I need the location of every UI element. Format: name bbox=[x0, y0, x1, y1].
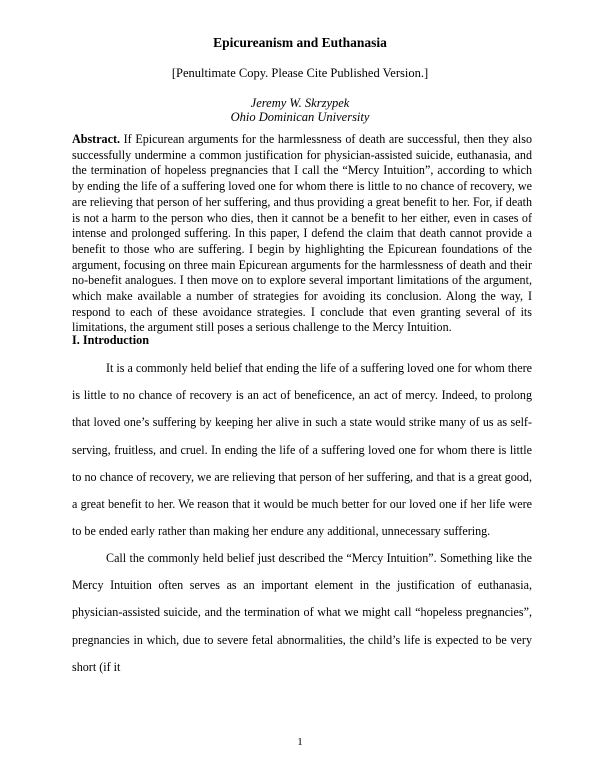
abstract bbox=[72, 132, 532, 336]
author-name: Jeremy W. Skrzypek bbox=[250, 96, 350, 110]
author-affiliation: Ohio Dominican University bbox=[230, 110, 370, 124]
body-paragraph-1: It is a commonly held belief that ending the life of a suffering loved one for whom there is little to no chance of recovery is an act of beneficence, an act of mercy. Indeed, to prolong that loved one’s suffering by keeping her alive in such a state would strike many of us as self-serving, fruitless, and cruel. In ending the life of a suffering loved one for whom there is little to no chance of recovery, we are relieving that person of her suffering, and that is a great good, a great benefit to her. We reason that it would be much better for our loved one if her life were to be ended early rather than making her endure any additional, unnecessary suffering. bbox=[72, 361, 532, 539]
abstract-text: If Epicurean arguments for the harmlessness of death are successful, then they also successfully undermine a common justification for physician-assisted suicide, euthanasia, and the termination of hopeless pregnancies that I call the “Mercy Intuition”, according to which by ending the life of a suffering loved one for whom there is little to no chance of recovery, we are relieving that person of her suffering, and thus providing a great benefit to her. For, if death is not a harm to the person who dies, then it cannot be a benefit to her either, even in cases of intense and prolonged suffering. In this paper, I defend the claim that death cannot provide a benefit to those who are suffering. I begin by highlighting the Epicurean foundations of the argument, focusing on three main Epicurean arguments for the harmlessness of death and their no-benefit analogues. I then move on to explore several important limitations of the argument, which make available a number of strategies for avoiding its conclusion. Along the way, I respond to each of these avoidance strategies. I conclude that even granting several of its limitations, the argument still poses a serious challenge to the Mercy Intuition. bbox=[72, 132, 532, 335]
page-number: 1 bbox=[297, 736, 303, 748]
paper-title: Epicureanism and Euthanasia bbox=[213, 35, 387, 50]
body-paragraph-2: Call the commonly held belief just described the “Mercy Intuition”. Something like the Mercy Intuition often serves as an important element in the justification of euthanasia, physician-assisted suicide, and the termination of what we might call “hopeless pregnancies”, pregnancies in which, due to severe fetal abnormalities, the child’s life is expected to be very short (if it bbox=[72, 551, 532, 674]
section-heading: I. Introduction bbox=[72, 333, 149, 347]
abstract-label: Abstract. bbox=[72, 132, 121, 146]
citation-note: [Penultimate Copy. Please Cite Published Version.] bbox=[171, 66, 429, 80]
